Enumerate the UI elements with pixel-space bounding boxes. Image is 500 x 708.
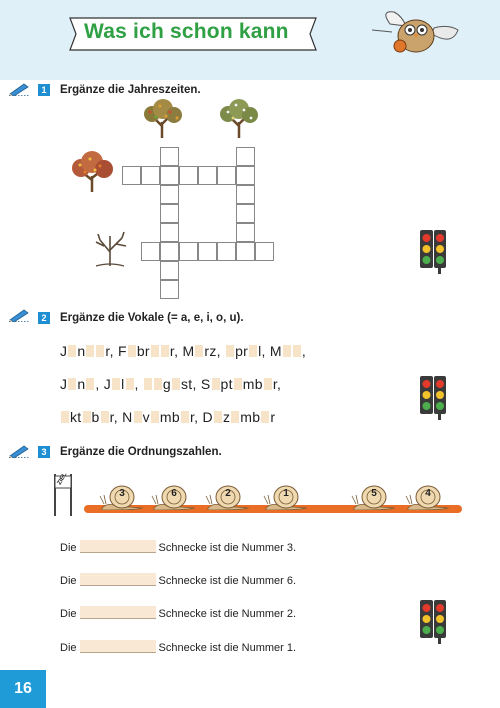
crossword-cell[interactable] xyxy=(236,166,255,185)
sentence-number: 2. xyxy=(286,608,297,620)
snail-icon xyxy=(404,484,450,510)
months-line-3 xyxy=(60,409,275,425)
vowel-gap[interactable] xyxy=(83,411,91,423)
tree-summer-icon xyxy=(216,98,262,140)
owl-illustration xyxy=(372,6,462,58)
sentence-number: 1. xyxy=(286,642,297,654)
vowel-gap[interactable] xyxy=(293,345,301,357)
vowel-gap[interactable] xyxy=(261,411,269,423)
crossword-cell[interactable] xyxy=(141,166,160,185)
ordinal-answer-blank[interactable] xyxy=(80,573,156,586)
vowel-gap[interactable] xyxy=(214,411,222,423)
month-text-fragment: pr xyxy=(235,343,249,359)
snail-number: 6 xyxy=(171,488,177,499)
ordinal-sentence xyxy=(60,640,296,654)
task-number-3: 3 xyxy=(38,446,50,458)
task-number-2: 2 xyxy=(38,312,50,324)
crossword-cell[interactable] xyxy=(160,185,179,204)
vowel-gap[interactable] xyxy=(283,345,291,357)
snail-number: 1 xyxy=(283,488,289,499)
pencil-icon xyxy=(8,444,30,458)
sentence-prefix: Die xyxy=(60,542,77,554)
vowel-gap[interactable] xyxy=(195,345,203,357)
crossword-cell[interactable] xyxy=(160,242,179,261)
vowel-gap[interactable] xyxy=(212,378,220,390)
task-number-1: 1 xyxy=(38,84,50,96)
month-text-fragment: , xyxy=(134,376,143,392)
month-text-fragment: r, xyxy=(272,376,282,392)
month-text-fragment: r, F xyxy=(105,343,127,359)
traffic-light-icon xyxy=(414,596,448,644)
vowel-gap[interactable] xyxy=(249,345,257,357)
task-2-title: Ergänze die Vokale (= a, e, i, o, u). xyxy=(60,312,244,324)
snail-number: 2 xyxy=(225,488,231,499)
crossword-cell[interactable] xyxy=(217,242,236,261)
sentence-middle: Schnecke ist die Nummer xyxy=(158,575,287,587)
vowel-gap[interactable] xyxy=(151,345,159,357)
sentence-prefix: Die xyxy=(60,642,77,654)
task-1-title: Ergänze die Jahreszeiten. xyxy=(60,84,201,96)
month-text-fragment: r, D xyxy=(189,409,213,425)
crossword-cell[interactable] xyxy=(160,166,179,185)
traffic-light-icon xyxy=(414,372,448,420)
month-text-fragment: v xyxy=(142,409,150,425)
month-text-fragment: pt xyxy=(220,376,233,392)
ordinal-sentence xyxy=(60,540,296,554)
month-text-fragment: mb xyxy=(240,409,261,425)
crossword-cell[interactable] xyxy=(160,147,179,166)
vowel-gap[interactable] xyxy=(144,378,152,390)
ordinal-answer-blank[interactable] xyxy=(80,640,156,653)
month-text-fragment: z xyxy=(222,409,231,425)
sentence-prefix: Die xyxy=(60,608,77,620)
crossword-cell[interactable] xyxy=(236,242,255,261)
month-text-fragment: b xyxy=(91,409,100,425)
sentence-middle: Schnecke ist die Nummer xyxy=(158,542,287,554)
finish-flag-label: ZIEL xyxy=(56,471,69,487)
snail-icon xyxy=(150,484,196,510)
vowel-gap[interactable] xyxy=(86,378,94,390)
vowel-gap[interactable] xyxy=(86,345,94,357)
crossword-cell[interactable] xyxy=(236,147,255,166)
vowel-gap[interactable] xyxy=(68,345,76,357)
traffic-light-icon xyxy=(414,226,448,274)
month-text-fragment: n xyxy=(77,343,86,359)
snail-number: 4 xyxy=(425,488,431,499)
month-text-fragment: J xyxy=(60,376,68,392)
crossword-cell[interactable] xyxy=(236,204,255,223)
ordinal-sentence xyxy=(60,573,296,587)
vowel-gap[interactable] xyxy=(134,411,142,423)
crossword-cell[interactable] xyxy=(160,223,179,242)
month-text-fragment: mb xyxy=(159,409,180,425)
snail-icon xyxy=(350,484,396,510)
snail-icon xyxy=(262,484,308,510)
month-text-fragment: st, S xyxy=(181,376,211,392)
month-text-fragment: n xyxy=(77,376,86,392)
crossword-cell[interactable] xyxy=(198,166,217,185)
snail-icon xyxy=(98,484,144,510)
vowel-gap[interactable] xyxy=(128,345,136,357)
crossword-cell[interactable] xyxy=(179,242,198,261)
month-text-fragment: l, M xyxy=(258,343,282,359)
vowel-gap[interactable] xyxy=(234,378,242,390)
vowel-gap[interactable] xyxy=(68,378,76,390)
month-text-fragment: rz, xyxy=(204,343,226,359)
task-3-title: Ergänze die Ordnungszahlen. xyxy=(60,446,222,458)
crossword-cell[interactable] xyxy=(255,242,274,261)
tree-winter-icon xyxy=(88,228,132,268)
page-number: 16 xyxy=(0,670,46,708)
crossword-cell[interactable] xyxy=(236,223,255,242)
month-text-fragment: r, M xyxy=(169,343,195,359)
vowel-gap[interactable] xyxy=(181,411,189,423)
sentence-middle: Schnecke ist die Nummer xyxy=(158,642,287,654)
month-text-fragment: g xyxy=(162,376,171,392)
vowel-gap[interactable] xyxy=(161,345,169,357)
month-text-fragment: l xyxy=(121,376,125,392)
vowel-gap[interactable] xyxy=(231,411,239,423)
month-text-fragment: J xyxy=(60,343,68,359)
crossword-cell[interactable] xyxy=(160,280,179,299)
vowel-gap[interactable] xyxy=(101,411,109,423)
month-text-fragment: kt xyxy=(70,409,82,425)
vowel-gap[interactable] xyxy=(61,411,69,423)
snail-icon xyxy=(204,484,250,510)
crossword-cell[interactable] xyxy=(160,204,179,223)
sentence-number: 3. xyxy=(286,542,297,554)
ordinal-sentence xyxy=(60,606,296,620)
pencil-icon xyxy=(8,308,30,322)
month-text-fragment: , J xyxy=(95,376,112,392)
vowel-gap[interactable] xyxy=(151,411,159,423)
snail-number: 5 xyxy=(371,488,377,499)
ordinal-answer-blank[interactable] xyxy=(80,606,156,619)
vowel-gap[interactable] xyxy=(126,378,134,390)
vowel-gap[interactable] xyxy=(172,378,180,390)
crossword-cell[interactable] xyxy=(198,242,217,261)
crossword-cell[interactable] xyxy=(160,261,179,280)
vowel-gap[interactable] xyxy=(154,378,162,390)
sentence-number: 6. xyxy=(286,575,297,587)
month-text-fragment: mb xyxy=(242,376,263,392)
crossword-cell[interactable] xyxy=(236,185,255,204)
months-line-1 xyxy=(60,343,306,359)
snail-number: 3 xyxy=(119,488,125,499)
month-text-fragment: r, N xyxy=(109,409,133,425)
month-text-fragment: r xyxy=(270,409,276,425)
sentence-middle: Schnecke ist die Nummer xyxy=(158,608,287,620)
crossword-cell[interactable] xyxy=(122,166,141,185)
crossword-cell[interactable] xyxy=(217,166,236,185)
vowel-gap[interactable] xyxy=(264,378,272,390)
vowel-gap[interactable] xyxy=(112,378,120,390)
month-text-fragment: br xyxy=(136,343,150,359)
vowel-gap[interactable] xyxy=(96,345,104,357)
pencil-icon xyxy=(8,82,30,96)
months-line-2 xyxy=(60,376,281,392)
sentence-prefix: Die xyxy=(60,575,77,587)
ordinal-answer-blank[interactable] xyxy=(80,540,156,553)
crossword-cell[interactable] xyxy=(179,166,198,185)
tree-spring-icon xyxy=(68,150,116,194)
page-title: Was ich schon kann xyxy=(84,20,289,43)
vowel-gap[interactable] xyxy=(226,345,234,357)
crossword-cell[interactable] xyxy=(141,242,160,261)
tree-autumn-icon xyxy=(140,98,186,140)
month-text-fragment: , xyxy=(301,343,307,359)
